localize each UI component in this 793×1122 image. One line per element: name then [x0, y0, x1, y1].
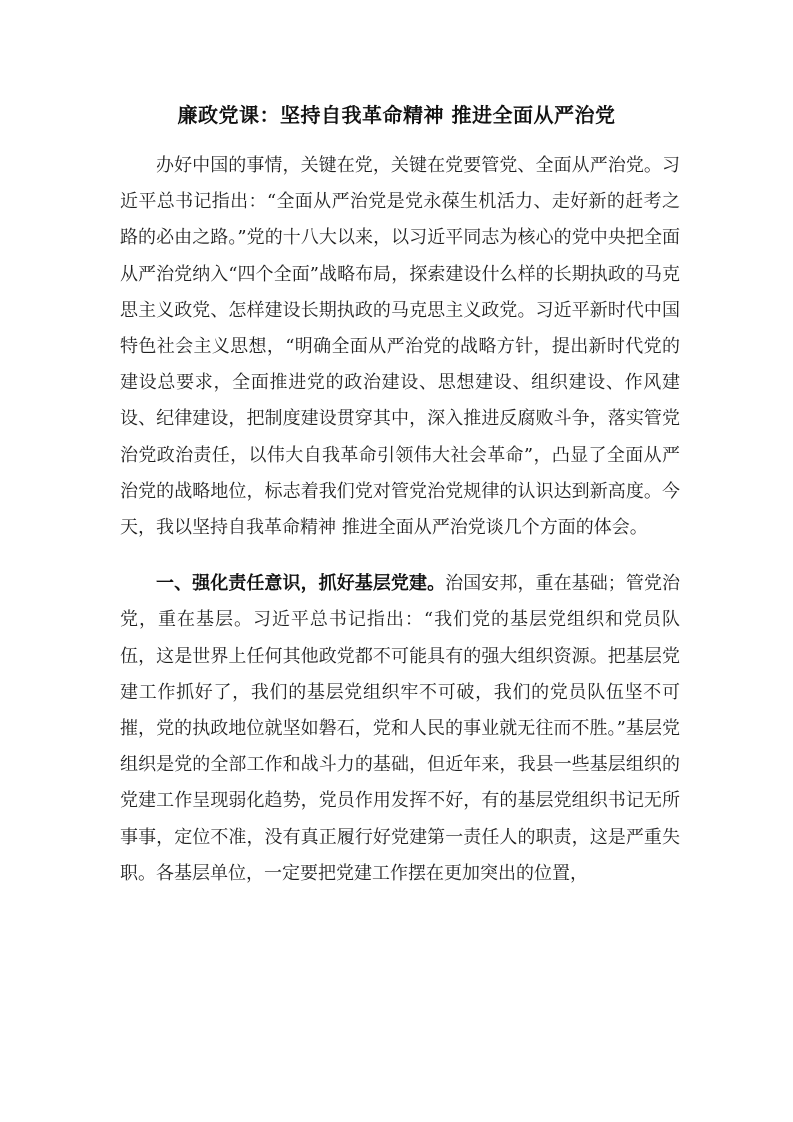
section-heading: 一、强化责任意识，抓好基层党建。	[156, 573, 446, 595]
page-title: 廉政党课：坚持自我革命精神 推进全面从严治党	[177, 103, 616, 127]
paragraph-text: 治国安邦，重在基础；管党治党，重在基层。习近平总书记指出：“我们党的基层党组织和党员队伍，这是世界上任何其他政党都不可能具有的强大组织资源。把基层党建工作抓好了，我们的基层党组织牢不可破，我们的党员队伍坚不可摧，党的执政地位就坚如磐石，党和人民的事业就无往而不胜。”基层党组织是党的全部工作和战斗力的基础，但近年来，我县一些基层组织的党建工作呈现弱化趋势，党员作用发挥不好，有的基层党组织书记无所事事，定位不准，没有真正履行好党建第一责任人的职责，这是严重失职。各基层单位，一定要把党建工作摆在更加突出的位置，	[120, 573, 681, 884]
document-body	[120, 148, 680, 892]
paragraph-section-1	[120, 566, 680, 892]
paragraph-text: 办好中国的事情，关键在党，关键在党要管党、全面从严治党。习近平总书记指出：“全面从严治党是党永葆生机活力、走好新的赶考之路的必由之路。”党的十八大以来，以习近平同志为核心的党中央把全面从严治党纳入“四个全面”战略布局，探索建设什么样的长期执政的马克思主义政党、怎样建设长期执政的马克思主义政党。习近平新时代中国特色社会主义思想，“明确全面从严治党的战略方针，提出新时代党的建设总要求，全面推进党的政治建设、思想建设、组织建设、作风建设、纪律建设，把制度建设贯穿其中，深入推进反腐败斗争，落实管党治党政治责任，以伟大自我革命引领伟大社会革命”，凸显了全面从严治党的战略地位，标志着我们党对管党治党规律的认识达到新高度。今天，我以坚持自我革命精神 推进全面从严治党谈几个方面的体会。	[120, 155, 680, 539]
paragraph-intro	[120, 148, 680, 546]
